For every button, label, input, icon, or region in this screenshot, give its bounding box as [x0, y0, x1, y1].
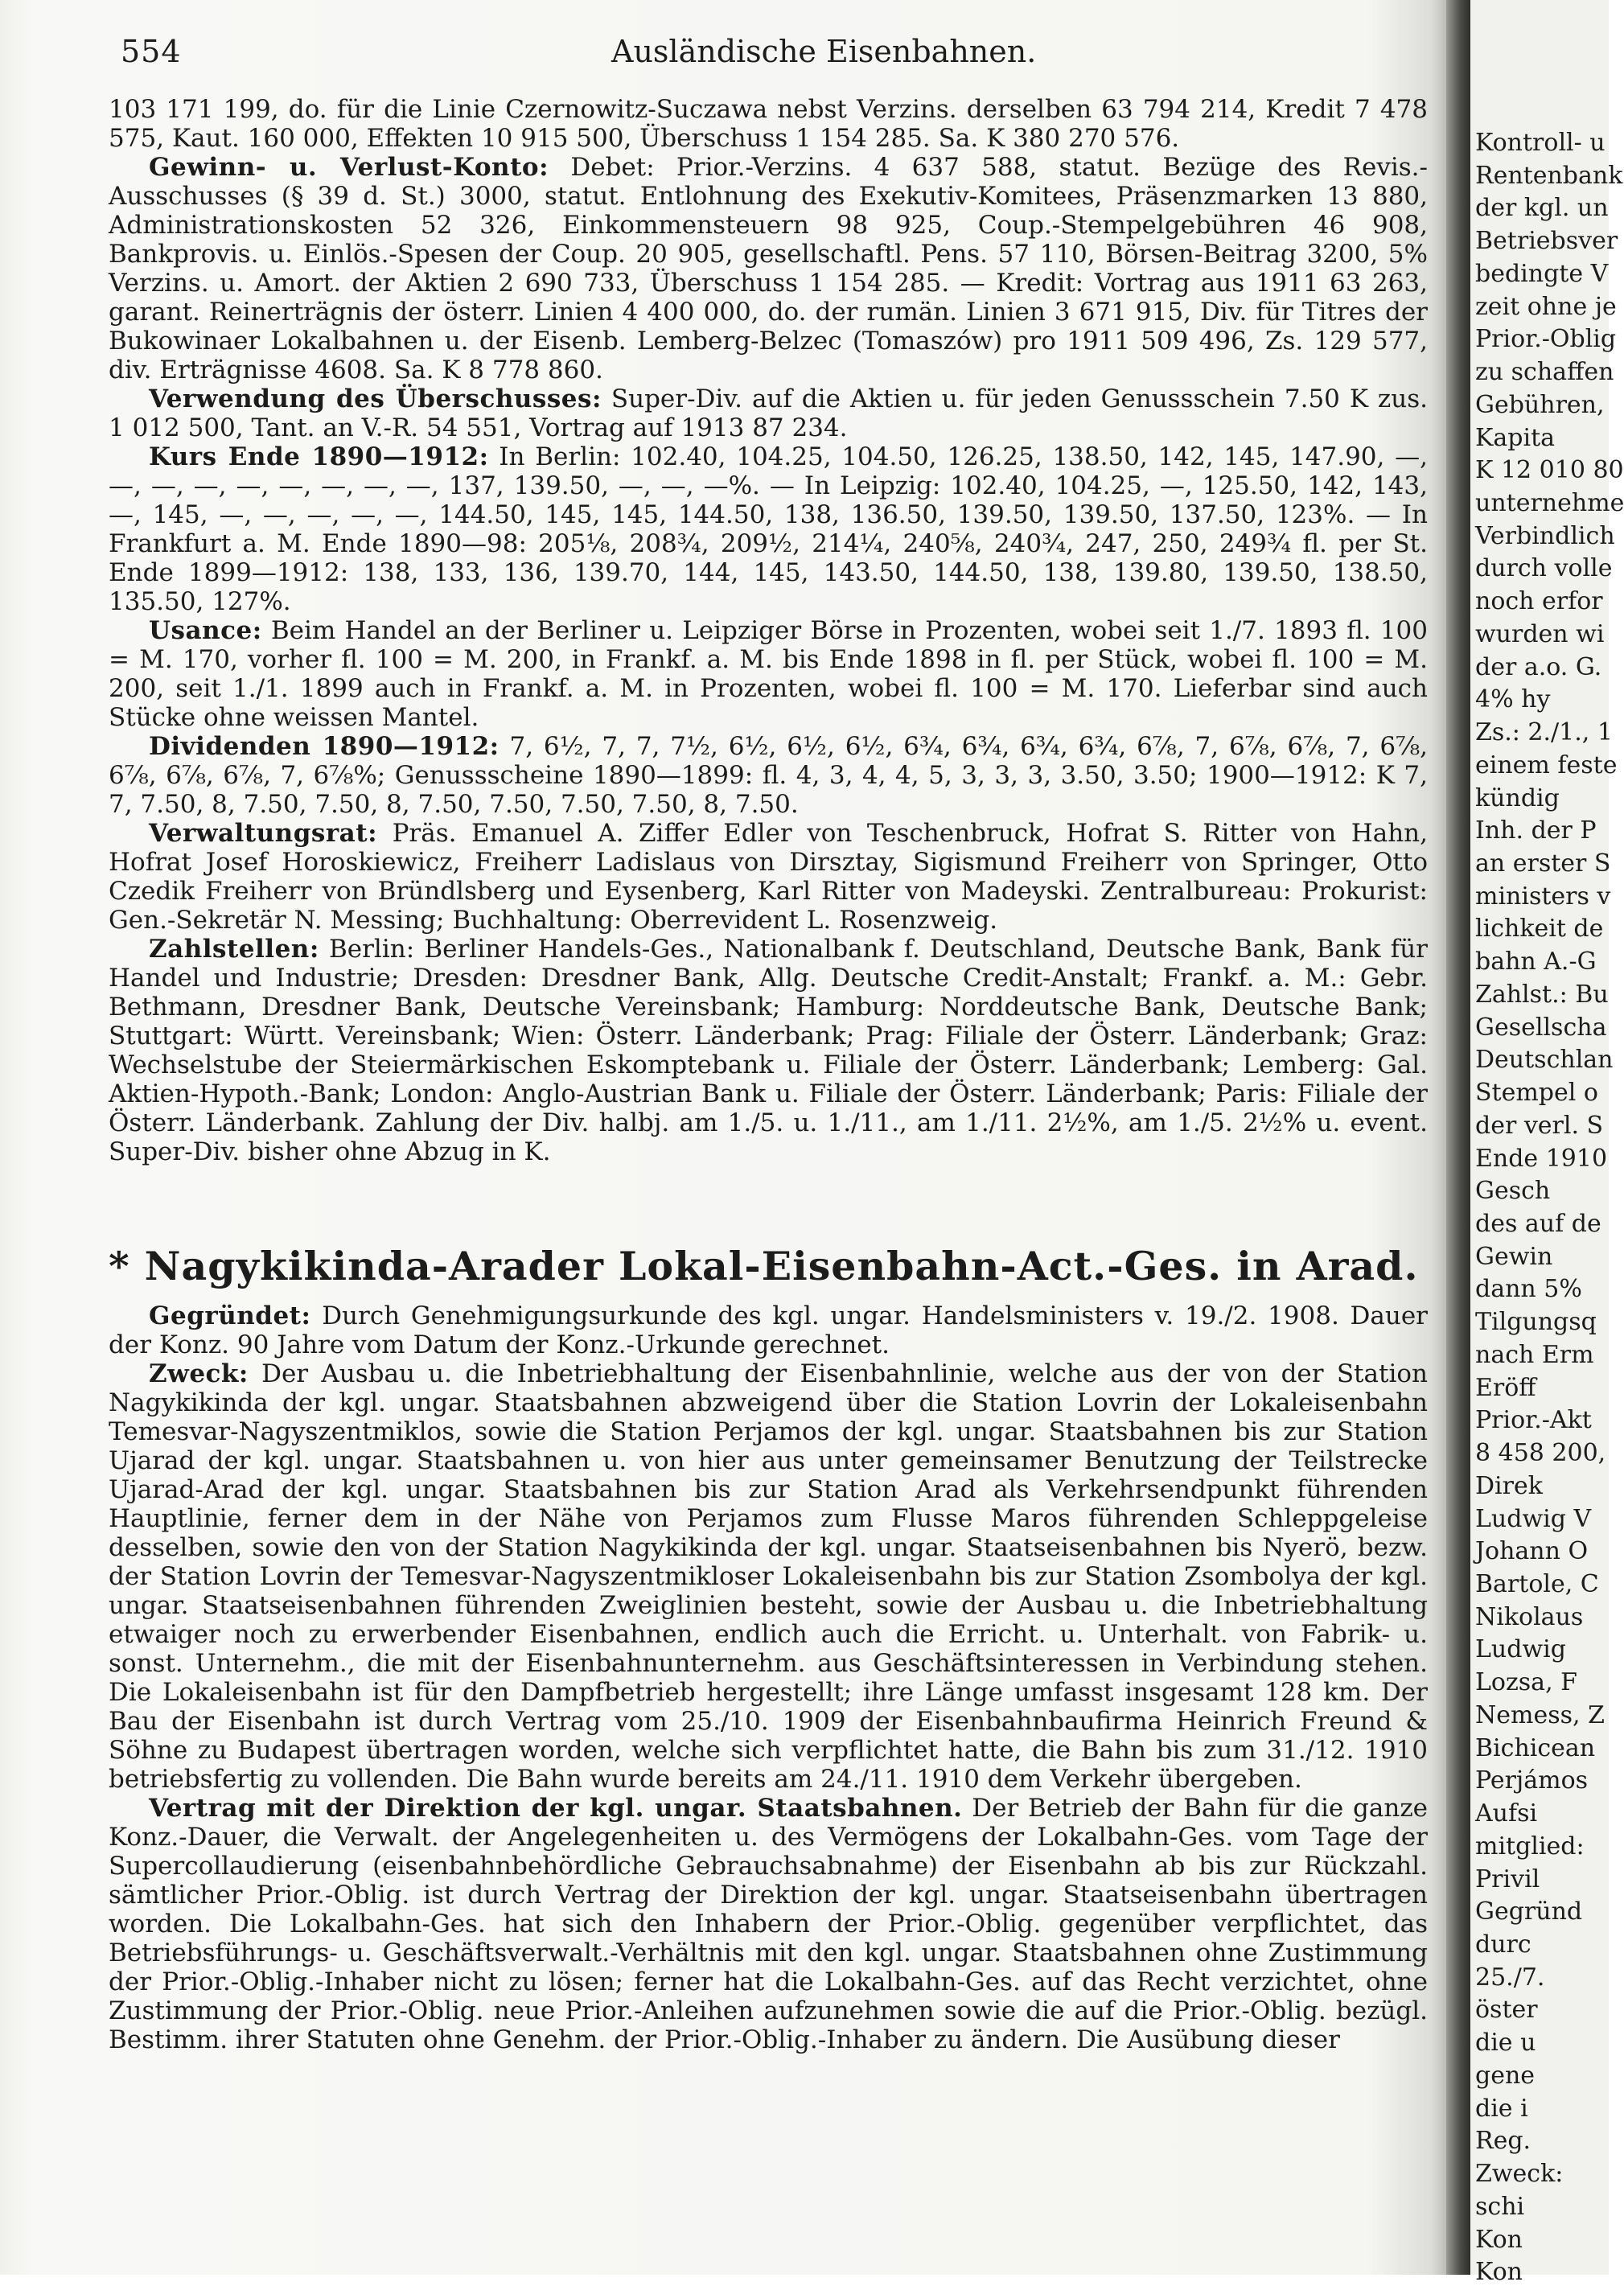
adjacent-page-line: schi [1475, 2193, 1525, 2221]
adjacent-page-line: Bichicean [1475, 1734, 1596, 1762]
adjacent-page-line: an erster S [1475, 849, 1611, 878]
adjacent-page-line: bahn A.-G [1475, 948, 1597, 976]
adjacent-page-line: durch volle [1475, 554, 1613, 582]
adjacent-page-line: Zs.: 2./1., 1 [1475, 718, 1613, 746]
adjacent-page-line: Kon [1475, 2258, 1523, 2286]
adjacent-page-line: Prior.-Akt [1475, 1406, 1592, 1434]
adjacent-page-line: 4% hy [1475, 685, 1551, 713]
adjacent-page-line: Nikolaus [1475, 1603, 1584, 1631]
adjacent-page-line: Zahlst.: Bu [1475, 981, 1609, 1009]
adjacent-page-line: Gesch [1475, 1177, 1551, 1205]
adjacent-page-line: K 12 010 80 [1475, 456, 1624, 484]
paragraph-kurs: Kurs Ende 1890—1912: In Berlin: 102.40, 104.25, 104.50, 126.25, 138.50, 142, 145, 147.90, —, —, —, —, —, —, —, —, —, 137, 139.50, —, —, —%. — In Leipzig: 102.40, 104.25, —, 125.50, 142, 143, —, 145, —, —, —, —, —, 144.50, 145, 145, 144.50, 138, 136.50, 139.50, 139.50, 137.50, 123%. — In Frankfurt a. M. Ende 1890—98: 205⅛, 208¾, 209½, 214¼, 240⅝, 240¾, 247, 250, 249¾ fl. per St. Ende 1899—1912: 138, 133, 136, 139.70, 144, 145, 143.50, 144.50, 138, 139.80, 139.50, 138.50, 135.50, 127%. [109, 442, 1428, 616]
adjacent-page-line: nach Erm [1475, 1341, 1594, 1369]
adjacent-page-line: Aufsi [1475, 1799, 1538, 1828]
key-zweck: Zweck: [149, 1359, 249, 1388]
key-usance: Usance: [149, 616, 262, 645]
key-verwendung: Verwendung des Überschusses: [149, 384, 602, 413]
company-title: * Nagykikinda-Arader Lokal-Eisenbahn-Act.-Ges. in Arad. [109, 1243, 1419, 1289]
adjacent-page-line: gene [1475, 2062, 1536, 2090]
adjacent-page-line: Reg. [1475, 2127, 1531, 2155]
adjacent-page-line: Privil [1475, 1865, 1540, 1893]
adjacent-page-line: die i [1475, 2095, 1528, 2123]
key-vertrag: Vertrag mit der Direktion der kgl. ungar. Staatsbahnen. [149, 1794, 963, 1823]
adjacent-page-line: zeit ohne je [1475, 293, 1617, 321]
adjacent-page-line: Direk [1475, 1472, 1543, 1500]
adjacent-page-line: Gebühren, [1475, 391, 1605, 419]
adjacent-page-line: Johann O [1475, 1537, 1589, 1565]
adjacent-page-line: Betriebsver [1475, 227, 1618, 255]
paragraph-gegruendet: Gegründet: Durch Genehmigungsurkunde des kgl. ungar. Handelsministers v. 19./2. 1908. Dauer der Konz. 90 Jahre vom Datum der Konz.-Urkunde gerechnet. [109, 1301, 1428, 1359]
adjacent-page-line: einem feste [1475, 751, 1618, 779]
adjacent-page-line: bedingte V [1475, 260, 1609, 288]
adjacent-page-line: Gegründ [1475, 1897, 1583, 1926]
adjacent-page-line: Stempel o [1475, 1079, 1598, 1107]
adjacent-page-line: Rentenbank [1475, 162, 1623, 190]
adjacent-page-line: Deutschlan [1475, 1046, 1614, 1074]
key-verwaltungsrat: Verwaltungsrat: [149, 819, 378, 848]
adjacent-page-line: öster [1475, 1996, 1538, 2024]
key-dividenden: Dividenden 1890—1912: [149, 732, 500, 761]
key-zahlstellen: Zahlstellen: [149, 935, 319, 964]
adjacent-page-line: Tilgungsq [1475, 1308, 1597, 1336]
key-kurs: Kurs Ende 1890—1912: [149, 442, 489, 471]
adjacent-page-line: Verbindlich [1475, 522, 1615, 550]
paragraph-zweck: Zweck: Der Ausbau u. die Inbetriebhaltung der Eisenbahnlinie, welche aus der von der Station Nagykikinda der kgl. ungar. Staatsbahnen abzweigend über die Station Lovrin der Lokaleisenbahn Temesvar-Nagyszentmiklos, sowie die Station Perjamos der kgl. ungar. Staatsbahnen bis zur Station Ujarad der kgl. ungar. Staatsbahnen u. von hier aus unter gemeinsamer Benutzung der Teilstrecke Ujarad-Arad der kgl. ungar. Staatsbahnen bis zur Station Arad als Verkehrsendpunkt führenden Hauptlinie, ferner dem in der Nähe von Perjamos zum Flusse Maros führenden Schleppgeleise desselben, sowie den von der Station Nagykikinda der kgl. ungar. Staatseisenbahnen bis Nyerö, bezw. der Station Lovrin der Temesvar-Nagyszentmikloser Lokaleisenbahn bis zur Station Zsombolya der kgl. ungar. Staatseisenbahnen führenden Zweiglinien besteht, sowie der Ausbau u. die Inbetriebhaltung etwaiger noch zu erwerbender Eisenbahnen, endlich auch die Erricht. u. Unterhalt. von Fabrik- u. sonst. Unternehm., die mit der Eisenbahnunternehm. aus Geschäftsinteressen in Verbindung stehen. Die Lokaleisenbahn ist für den Dampfbetrieb hergestellt; ihre Länge umfasst insgesamt 128 km. Der Bau der Eisenbahn ist durch Vertrag vom 25./10. 1909 der Eisenbahnbaufirma Heinrich Freund & Söhne zu Budapest übertragen worden, welche sich verpflichtet hatte, die Bahn bis zum 31./12. 1910 betriebsfertig zu vollenden. Die Bahn wurde bereits am 24./11. 1910 dem Verkehr übergeben. [109, 1359, 1428, 1794]
adjacent-page-line: Bartole, C [1475, 1570, 1599, 1598]
adjacent-page-line: der verl. S [1475, 1112, 1604, 1140]
adjacent-page-line: Kon [1475, 2226, 1523, 2254]
paragraph-verwaltungsrat: Verwaltungsrat: Präs. Emanuel A. Ziffer Edler von Teschenbruck, Hofrat S. Ritter von Hahn, Hofrat Josef Horoskiewicz, Freiherr Ladislaus von Dirsztay, Sigismund Freiherr von Springer, Otto Czedik Freiherr von Bründlsberg und Eysenberg, Karl Ritter von Madeyski. Zentralbureau: Prokurist: Gen.-Sekretär N. Messing; Buchhaltung: Oberrevident L. Rosenzweig. [109, 819, 1429, 935]
adjacent-page-line: Nemess, Z [1475, 1701, 1605, 1729]
adjacent-page-line: des auf de [1475, 1210, 1601, 1238]
adjacent-page-line: Kapita [1475, 424, 1556, 452]
adjacent-page-line: Zweck: [1475, 2160, 1564, 2188]
adjacent-page-line: zu schaffen [1475, 358, 1614, 386]
book-gutter [1446, 0, 1470, 2275]
adjacent-page-edge [1470, 0, 1624, 2286]
adjacent-page-line: Ende 1910 [1475, 1145, 1608, 1173]
page-number: 554 [121, 34, 182, 69]
adjacent-page-line: dann 5% [1475, 1275, 1582, 1303]
adjacent-page-line: ministers v [1475, 882, 1611, 911]
paragraph-verwendung: Verwendung des Überschusses: Super-Div. auf die Aktien u. für jeden Genussschein 7.50 K zus. 1 012 500, Tant. an V.-R. 54 551, Vortrag auf 1913 87 234. [109, 384, 1428, 442]
adjacent-page-line: Prior.-Oblig [1475, 325, 1617, 353]
adjacent-page-line: Lozsa, F [1475, 1668, 1577, 1696]
adjacent-page-line: kündig [1475, 784, 1560, 812]
adjacent-page-line: Inh. der P [1475, 816, 1597, 845]
section-gap [109, 1166, 1428, 1234]
adjacent-page-line: wurden wi [1475, 620, 1605, 648]
adjacent-page-line: Ludwig V [1475, 1505, 1592, 1533]
adjacent-page-line: 8 458 200, [1475, 1439, 1606, 1467]
paragraph-usance: Usance: Beim Handel an der Berliner u. Leipziger Börse in Prozenten, wobei seit 1./7. 1893 fl. 100 = M. 170, vorher fl. 100 = M. 200, in Frankf. a. M. bis Ende 1898 in fl. per Stück, wobei fl. 100 = M. 200, seit 1./1. 1899 auch in Frankf. a. M. in Prozenten, wobei fl. 100 = M. 170. Lieferbar sind auch Stücke ohne weissen Mantel. [109, 616, 1428, 732]
adjacent-page-line: 25./7. [1475, 1963, 1545, 1992]
adjacent-page-line: Kontroll- u [1475, 129, 1605, 157]
adjacent-page-line: mitglied: [1475, 1832, 1585, 1860]
adjacent-page-line: Eröff [1475, 1374, 1536, 1402]
adjacent-page-line: der kgl. un [1475, 194, 1609, 222]
paragraph-zahlstellen: Zahlstellen: Berlin: Berliner Handels-Ges., Nationalbank f. Deutschland, Deutsche Bank, Bank für Handel und Industrie; Dresden: Dresdner Bank, Allg. Deutsche Credit-Anstalt; Frankf. a. M.: Gebr. Bethmann, Dresdner Bank, Deutsche Vereinsbank; Hamburg: Norddeutsche Bank, Deutsche Bank; Stuttgart: Württ. Vereinsbank; Wien: Österr. Länderbank; Prag: Filiale der Österr. Länderbank; Graz: Wechselstube der Steiermärkischen Eskomptebank u. Filiale der Österr. Länderbank; Lemberg: Gal. Aktien-Hypoth.-Bank; London: Anglo-Austrian Bank u. Filiale der Österr. Länderbank; Paris: Filiale der Österr. Länderbank. Zahlung der Div. halbj. am 1./5. u. 1./11., am 1./11. 2½%, am 1./5. 2½% u. event. Super-Div. bisher ohne Abzug in K. [109, 935, 1428, 1166]
text-column [109, 95, 1428, 2054]
paragraph-gewinn-verlust: Gewinn- u. Verlust-Konto: Debet: Prior.-Verzins. 4 637 588, statut. Bezüge des Revis.-Ausschusses (§ 39 d. St.) 3000, statut. Entlohnung des Exekutiv-Komitees, Präsenzmarken 13 880, Administrationskosten 52 326, Einkommensteuern 98 925, Coup.-Stempelgebühren 46 908, Bankprovis. u. Einlös.-Spesen der Coup. 20 905, gesellschaftl. Pens. 57 110, Börsen-Beitrag 3200, 5% Verzins. u. Amort. der Aktien 2 690 733, Überschuss 1 154 285. — Kredit: Vortrag aus 1911 63 263, garant. Reinerträgnis der österr. Linien 4 400 000, do. der rumän. Linien 3 671 915, Div. für Titres der Bukowinaer Lokalbahnen u. der Eisenb. Lemberg-Belzec (Tomaszów) pro 1911 509 496, Zs. 129 577, div. Erträgnisse 4608. Sa. K 8 778 860. [109, 153, 1428, 384]
key-gewinn-verlust: Gewinn- u. Verlust-Konto: [149, 153, 549, 182]
adjacent-page-line: noch erfor [1475, 587, 1603, 615]
adjacent-page-line: durc [1475, 1930, 1531, 1959]
paragraph-dividenden: Dividenden 1890—1912: 7, 6½, 7, 7, 7½, 6½, 6½, 6½, 6¾, 6¾, 6¾, 6¾, 6⅞, 7, 6⅞, 6⅞, 7, 6⅞, 6⅞, 6⅞, 6⅞, 7, 6⅞%; Genussscheine 1890—1899: fl. 4, 3, 4, 4, 5, 3, 3, 3, 3.50, 3.50; 1900—1912: K 7, 7, 7.50, 8, 7.50, 7.50, 8, 7.50, 7.50, 7.50, 7.50, 8, 7.50. [109, 732, 1428, 819]
adjacent-page-line: der a.o. G. [1475, 653, 1602, 681]
running-title: Ausländische Eisenbahnen. [611, 34, 1037, 69]
adjacent-page-line: die u [1475, 2029, 1536, 2057]
balance-continuation: 103 171 199, do. für die Linie Czernowitz-Suczawa nebst Verzins. derselben 63 794 214, Kredit 7 478 575, Kaut. 160 000, Effekten 10 915 500, Überschuss 1 154 285. Sa. K 380 270 576. [109, 95, 1428, 153]
adjacent-page-line: Gewin [1475, 1243, 1553, 1271]
adjacent-page-line: unternehme [1475, 489, 1624, 517]
key-gegruendet: Gegründet: [149, 1301, 311, 1330]
adjacent-page-line: Perjámos [1475, 1766, 1589, 1795]
adjacent-page-line: Gesellscha [1475, 1013, 1607, 1042]
paragraph-vertrag: Vertrag mit der Direktion der kgl. ungar. Staatsbahnen. Der Betrieb der Bahn für die ganze Konz.-Dauer, die Verwalt. der Angelegenheiten u. des Vermögens der Lokalbahn-Ges. vom Tage der Supercollaudierung (eisenbahnbehördliche Gebrauchsabnahme) der Eisenbahn ab bis zur Rückzahl. sämtlicher Prior.-Oblig. ist durch Vertrag der Direktion der kgl. ungar. Staatseisenbahn übertragen worden. Die Lokalbahn-Ges. hat sich den Inhabern der Prior.-Oblig. gegenüber verpflichtet, das Betriebsführungs- u. Geschäftsverwalt.-Verhältnis mit den kgl. ungar. Staatsbahnen ohne Zustimmung der Prior.-Oblig.-Inhaber nicht zu lösen; ferner hat die Lokalbahn-Ges. auf das Recht verzichtet, ohne Zustimmung der Prior.-Oblig. neue Prior.-Anleihen aufzunehmen sowie die auf die Prior.-Oblig. bezügl. Bestimm. ihrer Statuten ohne Genehm. der Prior.-Oblig.-Inhaber zu ändern. Die Ausübung dieser [109, 1794, 1428, 2054]
adjacent-page-line: Ludwig [1475, 1635, 1566, 1663]
adjacent-page-line: lichkeit de [1475, 915, 1604, 943]
